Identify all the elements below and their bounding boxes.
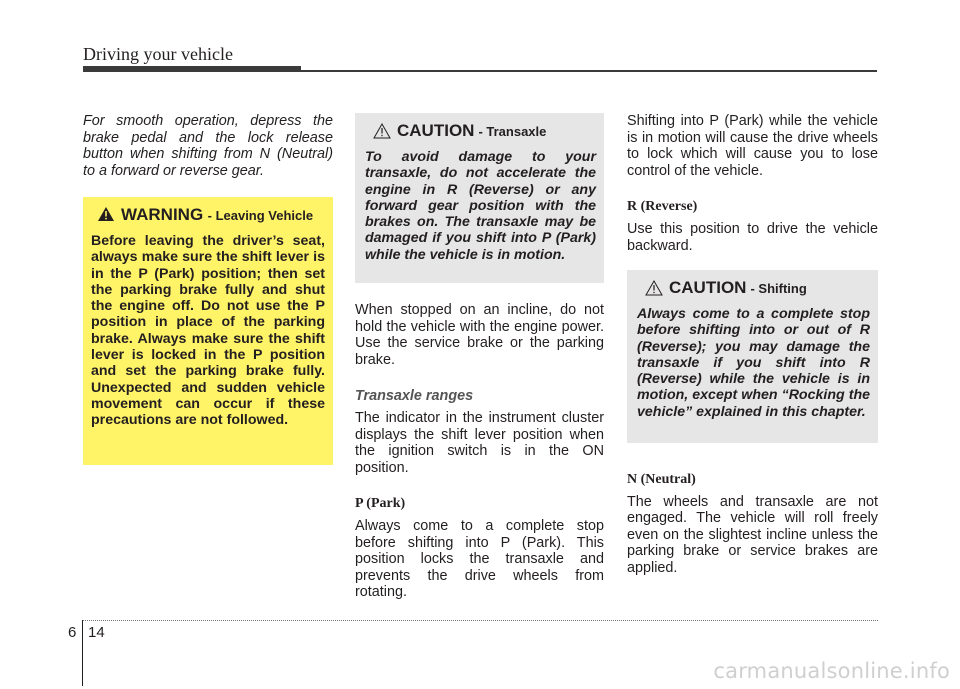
intro-text: For smooth operation, depress the brake pedal and the lock release button when shifting from N (Neutral) to a forward or reverse gear. xyxy=(83,113,333,179)
footer-dotted-rule xyxy=(83,620,878,621)
watermark: carmanualsonline.info xyxy=(713,659,950,683)
caution-transaxle-header xyxy=(373,121,596,141)
transaxle-ranges-text: The indicator in the instrument cluster displays the shift lever position when the ignition switch is in the ON position. xyxy=(355,409,604,476)
column-3-bottom xyxy=(627,472,878,577)
caution-transaxle-subtitle: - Transaxle xyxy=(478,123,547,139)
caution-shifting-body: Always come to a complete stop before shifting into or out of R (Reverse); you may damage the transaxle if you shift into R (Reverse) while the vehicle is in motion, except when “Rocking the vehicle” explained in this chapter. xyxy=(637,306,870,420)
reverse-text: Use this position to drive the vehicle backward. xyxy=(627,220,878,254)
column-2 xyxy=(355,302,604,601)
caution-shifting-title: CAUTION xyxy=(669,278,747,297)
incline-text: When stopped on an incline, do not hold the vehicle with the engine power. Use the service brake or the parking brake. xyxy=(355,302,604,368)
reverse-heading: R (Reverse) xyxy=(627,199,698,215)
caution-transaxle-body: To avoid damage to your transaxle, do not accelerate the engine in R (Reverse) or any forward gear position with the brakes on. The transaxle may be damaged if you shift into P (Park) while the vehicle is in motion. xyxy=(365,149,596,263)
header-rule-thick xyxy=(83,66,301,72)
footer-divider xyxy=(82,620,83,686)
caution-shifting-header xyxy=(645,278,870,298)
transaxle-ranges-heading: Transaxle ranges xyxy=(355,388,474,405)
warning-header xyxy=(97,205,325,225)
warning-body: Before leaving the driver’s seat, always make sure the shift lever is in the P (Park) position; then set the parking brake fully and shut the engine off. Do not use the P position in place of the parking brake. Always make sure the shift lever is locked in the P position and set the parking brake fully. Unexpected and sudden vehicle movement can occur if these precautions are not followed. xyxy=(91,233,325,429)
caution-transaxle-title: CAUTION xyxy=(397,121,475,140)
chapter-number: 6 xyxy=(68,624,77,641)
column-1 xyxy=(83,113,333,179)
park-continued-text: Shifting into P (Park) while the vehicle is in motion will cause the drive wheels to lock which will cause you to lose control of the vehicle. xyxy=(627,113,878,179)
warning-subtitle: - Leaving Vehicle xyxy=(207,208,314,223)
caution-shifting-subtitle: - Shifting xyxy=(750,280,807,296)
caution-shifting-box xyxy=(627,270,878,443)
warning-title: WARNING xyxy=(121,205,204,224)
page-header-title: Driving your vehicle xyxy=(83,44,233,64)
neutral-text: The wheels and transaxle are not engaged. The vehicle will roll freely even on the slightest incline unless the parking brake or service brakes are applied. xyxy=(627,493,878,576)
page-number: 14 xyxy=(88,624,105,641)
caution-transaxle-box xyxy=(355,113,604,283)
column-3-top xyxy=(627,113,878,254)
warning-triangle-icon xyxy=(97,206,115,222)
caution-triangle-icon xyxy=(373,123,391,139)
caution-triangle-icon xyxy=(645,280,663,296)
warning-box xyxy=(83,197,333,465)
header-rule-thin xyxy=(301,70,877,72)
park-heading: P (Park) xyxy=(355,496,406,512)
neutral-heading: N (Neutral) xyxy=(627,472,696,487)
park-text: Always come to a complete stop before shifting into P (Park). This position locks the transaxle and prevents the drive wheels from rotating. xyxy=(355,517,604,601)
